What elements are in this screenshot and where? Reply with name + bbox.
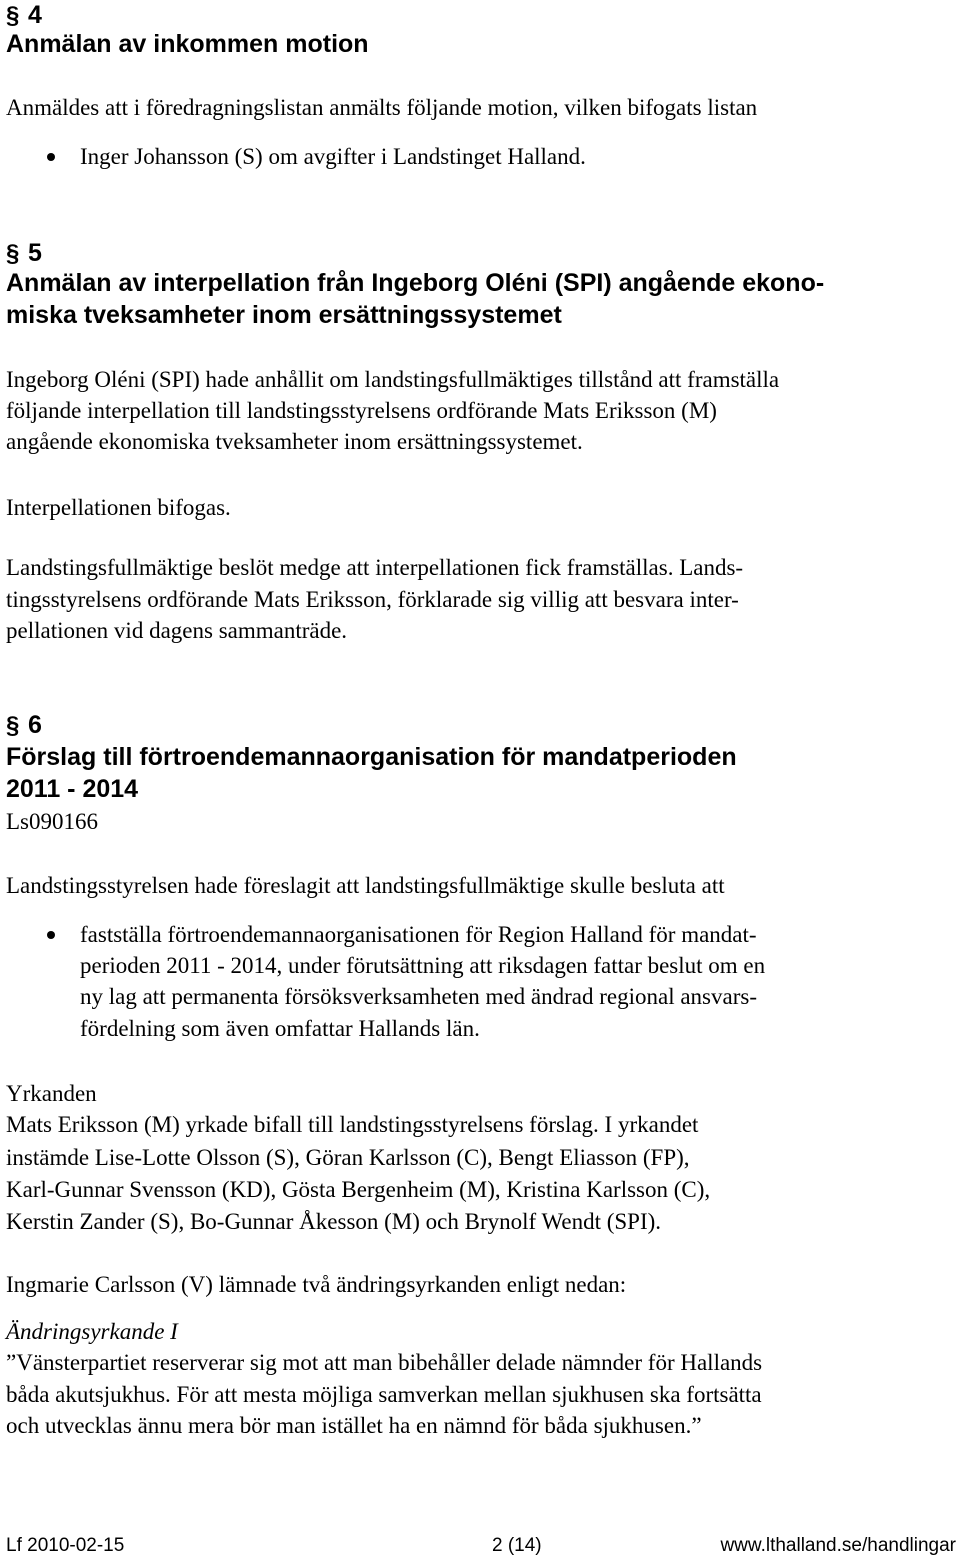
bullet-icon	[47, 931, 55, 939]
paragraph-line: Ingmarie Carlsson (V) lämnade två ändringsyrkanden enligt nedan:	[6, 1272, 627, 1297]
section-4-intro: Anmäldes att i föredragningslistan anmälts följande motion, vilken bifogats listan	[6, 95, 758, 120]
paragraph-line: följande interpellation till landstingsstyrelsens ordförande Mats Eriksson (M)	[6, 398, 717, 423]
section-number-6	[6, 710, 42, 741]
quote-line: och utvecklas ännu mera bör man istället ha en nämnd för båda sjukhusen.”	[6, 1413, 702, 1438]
section-number: 4	[28, 1, 42, 29]
paragraph-line: angående ekonomiska tveksamheter inom ersättningssystemet.	[6, 429, 583, 454]
paragraph-line: Kerstin Zander (S), Bo-Gunnar Åkesson (M) och Brynolf Wendt (SPI).	[6, 1209, 662, 1234]
section-heading-6: Förslag till förtroendemannaorganisation för mandatperioden	[6, 743, 737, 771]
andringsyrkande-heading: Ändringsyrkande I	[6, 1319, 178, 1344]
bullet-text: ny lag att permanenta försöksverksamheten med ändrad regional ansvars-	[80, 984, 757, 1009]
paragraph-line: Mats Eriksson (M) yrkade bifall till landstingsstyrelsens förslag. I yrkandet	[6, 1112, 699, 1137]
paragraph-line: Ingeborg Oléni (SPI) hade anhållit om landstingsfullmäktiges tillstånd att framställa	[6, 367, 780, 392]
paragraph-line: Interpellationen bifogas.	[6, 495, 231, 520]
bullet-text: Inger Johansson (S) om avgifter i Landstinget Halland.	[80, 144, 586, 169]
section-sign: §	[6, 712, 20, 739]
paragraph-line: instämde Lise-Lotte Olsson (S), Göran Karlsson (C), Bengt Eliasson (FP),	[6, 1145, 690, 1170]
section-sign: §	[6, 240, 20, 267]
footer-url: www.lthalland.se/handlingar	[720, 1535, 956, 1556]
paragraph-line: Landstingsfullmäktige beslöt medge att interpellationen fick framställas. Lands-	[6, 555, 744, 580]
page-footer	[0, 1530, 960, 1561]
footer-date: Lf 2010-02-15	[6, 1535, 125, 1556]
reference-number: Ls090166	[6, 809, 98, 834]
quote-line: båda akutsjukhus. För att mesta möjliga samverkan mellan sjukhusen ska fortsätta	[6, 1382, 762, 1407]
section-number: 6	[28, 711, 42, 739]
section-heading-6-cont: 2011 - 2014	[6, 775, 139, 803]
section-sign: §	[6, 2, 20, 29]
bullet-icon	[47, 153, 55, 161]
section-heading-4: Anmälan av inkommen motion	[6, 30, 369, 58]
section-heading-5: Anmälan av interpellation från Ingeborg Oléni (SPI) angående ekono-	[6, 269, 825, 297]
paragraph-line: Karl-Gunnar Svensson (KD), Gösta Bergenheim (M), Kristina Karlsson (C),	[6, 1177, 711, 1202]
paragraph-line: tingsstyrelsens ordförande Mats Eriksson, förklarade sig villig att besvara inter-	[6, 587, 739, 612]
footer-page-number: 2 (14)	[492, 1535, 542, 1556]
section-heading-5-cont: miska tveksamheter inom ersättningssystemet	[6, 301, 562, 329]
bullet-text: perioden 2011 - 2014, under förutsättning att riksdagen fattar beslut om en	[80, 953, 766, 978]
yrkanden-heading: Yrkanden	[6, 1081, 97, 1106]
section-number-5	[6, 238, 42, 269]
section-number: 5	[28, 239, 42, 267]
section-6-intro: Landstingsstyrelsen hade föreslagit att landstingsfullmäktige skulle besluta att	[6, 873, 725, 898]
section-number-4	[6, 0, 42, 31]
bullet-text: fastställa förtroendemannaorganisationen för Region Halland för mandat-	[80, 922, 757, 947]
paragraph-line: pellationen vid dagens sammanträde.	[6, 618, 348, 643]
bullet-text: fördelning som även omfattar Hallands län.	[80, 1016, 480, 1041]
quote-line: ”Vänsterpartiet reserverar sig mot att man bibehåller delade nämnder för Hallands	[6, 1350, 763, 1375]
